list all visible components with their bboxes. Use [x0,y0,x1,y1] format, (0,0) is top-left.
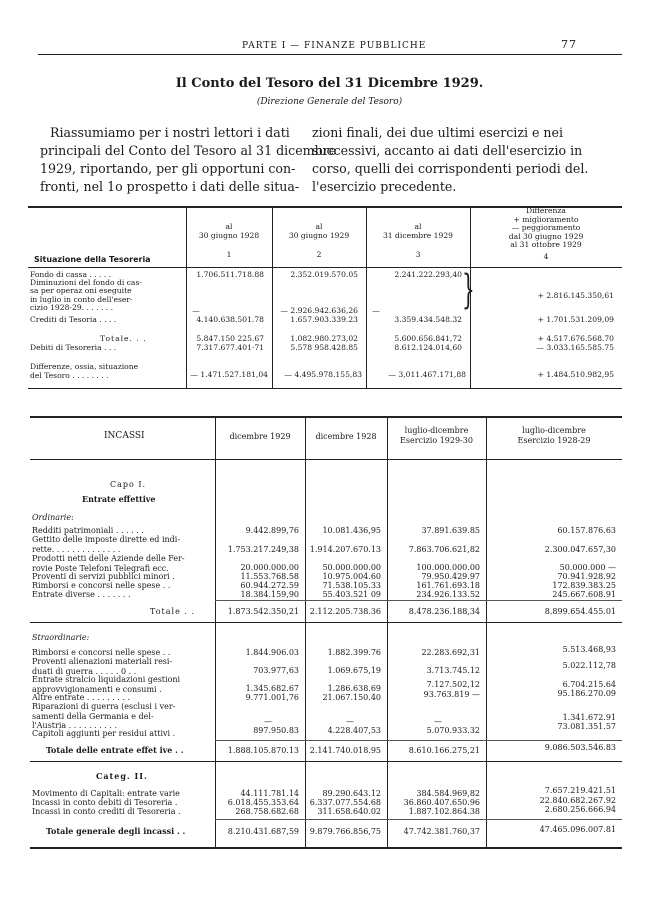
table2-cell: 1.286.638.69 [327,684,381,693]
table2-cell: 95.186.270.09 [557,689,616,698]
table2-cell: 37.891.639.85 [421,526,480,535]
table2-cell: 1.345.682.67 [245,684,299,693]
table2-row-label: Rimborsi e concorsi nelle spese . . [32,581,171,590]
table2-cell: 50.000.000.00 [322,563,381,572]
table2-cell: 1.887.102.864.38 [408,807,480,816]
table1-col-header: al 31 dicembre 1929 [382,222,454,240]
table2-cell: 245.667.608.91 [552,590,616,599]
table2-cell: 9.879.766.856,75 [309,827,381,836]
table1-bottom-rule [28,388,622,389]
section-subheading: Straordinarie: [32,633,90,642]
table2-cell: 55.403.521 09 [322,590,381,599]
table2-row-label: Incassi in conto crediti di Tesoreria . [32,807,181,816]
table2-cell: 18.384.159,90 [240,590,299,599]
table2-cell: 172.839.383.25 [552,581,616,590]
table2-cell: 1.341.672.91 [562,713,616,722]
totale-effettive-label: Totale delle entrate effet ive . . [46,745,184,755]
table1-cell: + 2.816.145.350,61 [537,291,614,300]
table2-cell: 5.070.933.32 [426,726,480,735]
table2-cell: 268.758.682.68 [235,807,299,816]
table2-row-label: Altre entrate . . . . . . . . . [32,693,131,702]
table2-cell: 384.584.969,82 [416,789,480,798]
table2-cell: 1.069.675,19 [327,666,381,675]
intro-right-column [312,124,589,196]
table1-cell: — 3.033.165.585.75 [536,343,614,352]
table1-cell: 2.241.222.293,40 [394,270,462,279]
table2-row-label: Incassi in conto debiti di Tesoreria . [32,798,178,807]
table2-cell: 8.210.431.687,59 [227,827,299,836]
table2-cell: 93.763.819 — [423,690,480,699]
table2-cell: 10.081.436,95 [322,526,381,535]
table2-cell: 6.337.077.554.68 [309,798,381,807]
table1-cell: — [372,306,380,315]
section-heading: Entrate effettive [82,494,156,504]
table2-row-label: Gettito delle imposte dirette ed indi- rette. . . . . . . . . . . . . . [32,535,181,554]
table2-header: dicembre 1929 [229,432,291,441]
table2-cell: 161.761.693.18 [416,581,480,590]
table1-col-number: 4 [543,252,549,261]
table1-cell: — 4.495.978.155,83 [284,370,362,379]
table1-header-rule [28,267,622,268]
table2-cell: 73.081.351.57 [557,722,616,731]
table1-cell: — 1.471.527.181,04 [190,370,268,379]
table2-cell: 7.657.219.421.51 [544,786,616,795]
header-rule [38,54,622,55]
intro-line: 1929, riportando, per gli opportuni con- [40,161,296,176]
table2-cell: 311.658.640.02 [317,807,381,816]
table2-cell: 6.018.455.353.64 [227,798,299,807]
table2-cell: 8.478.236.188,34 [408,607,480,616]
table1-row-label: Crediti di Tesoria . . . . [30,315,117,324]
table1-brace: } [462,267,475,313]
table2-cell: 9.086.503.546.83 [544,743,616,752]
capo-heading: Categ. II. [96,771,148,781]
table2-cell: 2.300.047.657,30 [544,545,616,554]
table1-cell: — [192,306,200,315]
table2-cell: — [346,717,354,726]
table2-row-label: Proventi alienazioni materiali resi- duati di guerra . . . . . 0 . . [32,657,173,676]
table2-cell: 79.950.429.97 [421,572,480,581]
table2-cell: 70.941.928.92 [557,572,616,581]
section-rule [30,622,622,623]
table2-cell: 47.742.381.760,37 [403,827,480,836]
table2-divider [486,416,487,848]
subtotal-rule [215,819,622,820]
table2-cell: 8.610.166.275,21 [408,746,480,755]
subtotal-rule [215,740,622,741]
table2-row-label: Redditi patrimoniali . . . . . . [32,526,144,535]
totale-generale-label: Totale generale degli incassi . . [46,826,186,836]
table1-cell: + 1.701.531.209,09 [537,315,614,324]
table2-cell: 36.860.407.650.96 [403,798,480,807]
table1-cell: 2.352.019.570.05 [290,270,358,279]
table1-col-number: 3 [415,250,421,259]
table2-cell: 11.553.768.58 [240,572,299,581]
table2-cell: 44.111.781.14 [240,789,299,798]
table1-col-header: al 30 giugno 1929 [288,222,350,240]
table2-cell: 703.977,63 [253,666,299,675]
table1-row-label: Totale. . . [100,334,147,343]
table2-cell: 897.950.83 [253,726,299,735]
table2-cell: 10.975.004.60 [322,572,381,581]
table2-header: dicembre 1928 [315,432,377,441]
table1-col-header: al 30 giugno 1928 [198,222,260,240]
table2-row-label: Riparazioni di guerra (esclusi i ver- samenti della Germania e del- l'Austria . . . . . . . . . . [32,702,176,730]
table2-cell: 1.873.542.350,21 [227,607,299,616]
table2-cell: 100.000.000.00 [416,563,480,572]
table1-row-header: Situazione della Tesoreria [34,255,151,264]
intro-line: fronti, nel 1o prospetto i dati delle situa- [40,179,300,194]
table1-cell: 7.317.677.401·71 [196,343,264,352]
table2-cell: 6.704.215.64 [562,680,616,689]
table2-cell: 47.465.096.007.81 [539,825,616,834]
table2-cell: 21.067.150.40 [322,693,381,702]
table2-header: luglio-dicembre Esercizio 1929-30 [400,426,473,445]
table1-cell: 1.706.511.718.88 [196,270,264,279]
intro-line: corso, quelli dei corrispondenti periodi del. [312,161,589,176]
intro-line: successivi, accanto ai dati dell'esercizio in [312,143,583,158]
table2-row-label: Entrate diverse . . . . . . . [32,590,131,599]
totale-label: Totale . . [150,607,195,616]
intro-line: zioni finali, dei due ultimi esercizi e nei [312,125,564,140]
table2-divider [215,416,216,848]
article-subtitle: (Direzione Generale del Tesoro) [256,97,403,107]
table2-cell: — [264,717,272,726]
table2-cell: 60.157.876.63 [557,526,616,535]
table1-row-label: Fondo di cassa . . . . . [30,270,112,279]
table1-cell: 1.657.903.339.23 [290,315,358,324]
table1-cell: 5.578 958.428.85 [290,343,358,352]
table2-row-label: Rimborsi e concorsi nelle spese . . [32,648,171,657]
table2-divider [387,416,388,848]
section-rule [30,761,622,762]
table2-cell: 8.899.654.455.01 [544,607,616,616]
table2-cell: 7.127.502,12 [426,680,480,689]
table2-cell: 5.022.112,78 [562,661,616,670]
table2-cell: 2.112.205.738.36 [309,607,381,616]
table1-row-label: Debiti di Tesoreria . . . [30,343,117,352]
intro-line: l'esercizio precedente. [312,179,457,194]
table2-cell: 9.771.001,76 [245,693,299,702]
table2-cell: 1.844.906.03 [245,648,299,657]
table2-cell: 7.863.706.621,82 [408,545,480,554]
table1-col-number: 1 [226,250,232,259]
subtotal-rule [215,600,622,601]
table2-row-label: Prodotti netti delle Aziende delle Fer- rovie Poste Telefoni Telegrafi ecc. [32,554,185,573]
table2-cell: 50.000.000 — [559,563,616,572]
intro-line: Riassumiamo per i nostri lettori i dati [50,125,290,140]
capo-heading: Capo I. [110,480,147,489]
table2-cell: 234.926.133.52 [416,590,480,599]
section-subheading: Ordinarie: [32,513,74,522]
table2-bottom-rule [30,847,622,849]
table2-cell: 89.290.643.12 [322,789,381,798]
page-number: 77 [561,38,577,51]
table2-cell: 1.882.399.76 [327,648,381,657]
table1-cell: 5.847.150 225.67 [196,334,264,343]
table2-cell: 1.753.217.249,38 [227,545,299,554]
table2-cell: 2.141.740.018.95 [309,746,381,755]
table2-row-label: Proventi di servizi pubblici minori . [32,572,175,581]
table2-cell: 22.283.692,31 [421,648,480,657]
table1-cell: + 4.517.676.568.70 [537,334,614,343]
running-title: PARTE I — FINANZE PUBBLICHE [242,41,427,51]
table2-cell: 20.000.000.00 [240,563,299,572]
table2-header: luglio-dicembre Esercizio 1928-29 [517,426,591,445]
table1-cell: 4.140.638.501.78 [196,315,264,324]
table2-top-rule [30,416,622,418]
table1-cell: — 3,011.467.171,88 [388,370,466,379]
intro-line: principali del Conto del Tesoro al 31 dicembre [40,143,337,158]
table1-cell: + 1.484.510.982,95 [537,370,614,379]
table2-cell: 4.228.407,53 [327,726,381,735]
table2-cell: — [434,717,442,726]
table2-cell: 1.914.207.670.13 [309,545,381,554]
table1-cell: 5.600.656.841,72 [394,334,462,343]
table1-cell: 8.612.124.014,60 [394,343,462,352]
table2-cell: 9.442.899,76 [245,526,299,535]
intro-left-column [40,124,337,196]
table2-header-rule [30,459,622,460]
table2-cell: 71.538.105.33 [322,581,381,590]
table2-cell: 60.944.272.59 [240,581,299,590]
table2-row-label: Movimento di Capitali: entrate varie [32,789,180,798]
table1-cell: — 2.926.942.636,26 [280,306,358,315]
table1-row-label: Diminuzioni del fondo di cas- sa per operaz oni eseguite in luglio in conto dell'eser- cizio 1928-29. . . . . . . [30,278,142,313]
table2-cell: 2.680.256.666.94 [544,805,616,814]
article-title: Il Conto del Tesoro del 31 Dicembre 1929. [175,76,484,91]
table2-header: INCASSI [104,431,145,441]
table1-col-number: 2 [316,250,322,259]
table2-divider [305,416,306,848]
table2-row-label: Capitoli aggiunti per residui attivi . [32,729,176,738]
table1-cell: 1.082.980.273,02 [290,334,358,343]
table2-cell: 1.888.105.870.13 [227,746,299,755]
table2-cell: 3.713.745.12 [426,666,480,675]
table2-row-label: Entrate stralcio liquidazioni gestioni approvvigionamenti e consumi . [32,675,181,694]
table1-col-header: Differenza + miglioramento — peggioramento dal 30 giugno 1929 al 31 ottobre 1929 [508,206,584,250]
table1-cell: 3.359.434.548.32 [394,315,462,324]
table1-row-label: Differenze, ossia, situazione del Tesoro . . . . . . . . [30,362,139,380]
table2-cell: 5.513.468,93 [562,645,616,654]
table2-cell: 22.840.682.267.92 [539,796,616,805]
